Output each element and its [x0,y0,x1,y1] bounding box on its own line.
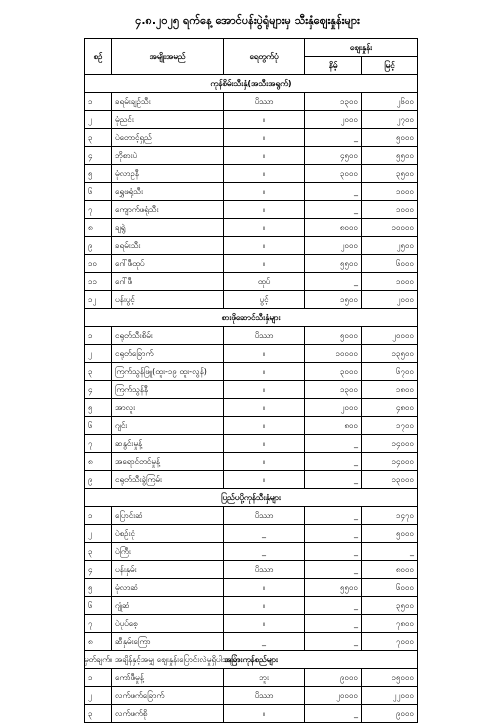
row-unit: ။ [224,129,305,147]
table-row [85,543,418,561]
row-low-price: _ [305,201,362,219]
row-no: ၂ [85,111,112,129]
table-row [85,183,418,201]
row-name: ငရုတ်သီးစိမ်း [112,327,224,345]
row-low-price: _ [305,183,362,201]
row-no: ၃ [85,363,112,381]
row-no: ၁၀ [85,255,112,273]
table-row [85,273,418,291]
section-header-row [85,75,418,93]
row-low-price: ၂၀၀၀ [305,399,362,417]
row-unit: ။ [224,417,305,435]
row-no: ၁၁ [85,273,112,291]
row-unit: ။ [224,255,305,273]
row-no: ၆ [85,183,112,201]
header-high: မြင့် [362,57,418,75]
row-low-price: _ [305,129,362,147]
row-name: ခရမ်းချဉ်သီး [112,93,224,111]
row-low-price: ၁၃၀၀ [305,381,362,399]
row-high-price: ၄၈၀၀ [362,399,418,417]
row-name: လက်ဖက်စို [112,705,224,723]
row-name: ငရုတ်သီးခွဲကြမ်း [112,471,224,489]
row-high-price: ၁၅၀၀၀ [362,669,418,687]
row-no: ၈ [85,219,112,237]
row-unit: _ [224,525,305,543]
row-high-price: ၅၅၀၀ [362,147,418,165]
row-high-price: ၃၅၀၀ [362,165,418,183]
row-high-price: ၃၅၀၀ [362,597,418,615]
row-high-price: ၁၀၀၀ [362,183,418,201]
row-high-price: ၂၀၀၀ [362,291,418,309]
table-row [85,453,418,471]
row-unit: ။ [224,219,305,237]
section-header-row [85,489,418,507]
row-no: ၂ [85,525,112,543]
row-high-price: ၂၀၀၀၀ [362,327,418,345]
table-row [85,525,418,543]
row-unit: ။ [224,399,305,417]
row-name: ရွှေဖရုံသီး [112,183,224,201]
table-row [85,165,418,183]
row-high-price: ၂၂၀၀၀ [362,687,418,705]
table-row [85,399,418,417]
table-row [85,111,418,129]
row-unit: ပိဿာ [224,93,305,111]
row-unit: ပွင့် [224,291,305,309]
table-row [85,93,418,111]
row-name: ခရမ်းသီး [112,237,224,255]
row-no: ၅ [85,399,112,417]
table-row [85,327,418,345]
row-name: ဆီနှမ်းကြော [112,633,224,651]
row-high-price: ၁၃၅၀၀ [362,345,418,363]
table-row [85,201,418,219]
row-high-price: ၁၀၀၀၀ [362,219,418,237]
row-low-price: ၁၀၀၀၀ [305,345,362,363]
section-title: အခြားကုန်စည်များ [85,651,418,669]
row-no: ၁ [85,507,112,525]
row-unit: ။ [224,453,305,471]
row-low-price: ၈၀၀ [305,417,362,435]
row-low-price: ၁၅၀၀ [305,291,362,309]
row-high-price: ၁၇၀၀ [362,417,418,435]
row-no: ၅ [85,165,112,183]
row-unit: ။ [224,345,305,363]
row-name: ကြက်သွန်ဖြူ(ထူး-၁၉ ထူး-လွန်) [112,363,224,381]
table-body [85,75,418,723]
table-row [85,687,418,705]
row-no: ၆ [85,597,112,615]
row-low-price: ၅၅၀၀ [305,579,362,597]
row-low-price: _ [305,543,362,561]
row-unit: ဘူး [224,669,305,687]
table-row [85,561,418,579]
header-low: နိမ့် [305,57,362,75]
row-high-price: ၆၀၀၀ [362,579,418,597]
row-no: ၄ [85,561,112,579]
row-no: ၉ [85,237,112,255]
row-no: ၇ [85,615,112,633]
row-unit: ပိဿာ [224,507,305,525]
row-no: ၄ [85,381,112,399]
row-name: မုံညင်း [112,111,224,129]
table-row [85,579,418,597]
row-low-price: _ [305,507,362,525]
row-low-price: _ [305,615,362,633]
row-low-price: ၉၀၀၀ [305,669,362,687]
row-name: ပန်းနှမ်း [112,561,224,579]
row-high-price: ၈၀၀၀ [362,561,418,579]
row-high-price: ၆၇၀၀ [362,363,418,381]
row-unit: ။ [224,183,305,201]
row-unit: _ [224,633,305,651]
row-name: ကြက်သွန်နီ [112,381,224,399]
row-high-price: ၁၄၀၀၀ [362,435,418,453]
row-low-price: _ [305,453,362,471]
row-name: ဆနွင်းမှုန့် [112,435,224,453]
row-high-price: ၂၇၀၀ [362,111,418,129]
row-no: ၁ [85,93,112,111]
row-name: ပဲတောင့်ရှည် [112,129,224,147]
table-row [85,417,418,435]
row-high-price: ၇၈၀၀ [362,615,418,633]
row-unit: ။ [224,165,305,183]
table-row [85,669,418,687]
row-unit: ။ [224,579,305,597]
row-no: ၇ [85,201,112,219]
row-unit: ။ [224,237,305,255]
row-low-price: ၂၀၀၀ [305,111,362,129]
row-name: အရောင်တင်မှုန့် [112,453,224,471]
row-unit: ။ [224,363,305,381]
row-low-price: ၁၃၀၀ [305,93,362,111]
row-unit: ။ [224,471,305,489]
section-header-row [85,309,418,327]
row-name: ချရွဲ [112,219,224,237]
row-no: ၈ [85,453,112,471]
row-no: ၃ [85,705,112,723]
row-high-price: _ [362,543,418,561]
row-unit: ။ [224,435,305,453]
row-name: ဂျင်း [112,417,224,435]
row-unit: ။ [224,147,305,165]
row-no: ၃ [85,543,112,561]
row-name: ပန်းပွင့် [112,291,224,309]
row-high-price: ၁၈၀၀ [362,381,418,399]
section-title: ကုန်စိမ်းသီးနှံ(အသီးအရွက်) [85,75,418,93]
row-unit: ။ [224,615,305,633]
row-no: ၅ [85,579,112,597]
row-name: ပြောင်းဆံ [112,507,224,525]
table-row [85,237,418,255]
row-no: ၇ [85,435,112,453]
row-low-price: _ [305,273,362,291]
row-high-price: ၉၀၀၀ [362,705,418,723]
row-low-price: ၂၀၀၀ [305,237,362,255]
row-no: ၈ [85,633,112,651]
row-name: မုံလာဥနီ [112,165,224,183]
row-high-price: ၅၀၀၀ [362,129,418,147]
row-name: လက်ဖက်ခြောက် [112,687,224,705]
row-low-price: _ [305,597,362,615]
row-high-price: ၁၃၀၀၀ [362,471,418,489]
row-name: ဂျုံဆံ [112,597,224,615]
row-low-price: ၈၀၀၀ [305,219,362,237]
header-no: စဉ် [85,39,112,75]
row-name: ကော်ဖီမှုန့် [112,669,224,687]
row-unit: ပိဿာ [224,561,305,579]
table-row [85,129,418,147]
row-no: ၃ [85,129,112,147]
row-low-price: _ [305,471,362,489]
header-price: ဈေးနှုန်း [305,39,418,57]
price-table [84,38,418,723]
table-row [85,471,418,489]
row-low-price: _ [305,633,362,651]
row-name: ဂေါ်ဖီ [112,273,224,291]
page-title: ၄.၈.၂၀၂၅ ရက်နေ့ အောင်ပန်းပွဲရုံများမှ သီးနှံဈေးနှုန်းများ [135,14,360,27]
row-no: ၉ [85,471,112,489]
row-low-price: ၅၀၀၀ [305,327,362,345]
row-high-price: ၂၆၀၀ [362,93,418,111]
row-high-price: ၁၄၀၀၀ [362,453,418,471]
table-row [85,363,418,381]
row-name: မုံလာဆံ [112,579,224,597]
table-row [85,147,418,165]
row-unit: ။ [224,111,305,129]
table-row [85,345,418,363]
row-no: ၁၂ [85,291,112,309]
row-no: ၆ [85,417,112,435]
row-low-price: _ [305,705,362,723]
row-no: ၄ [85,147,112,165]
section-title: စားဖိုဆောင်သီးနှံများ [85,309,418,327]
row-no: ၁ [85,327,112,345]
header-row [85,39,418,57]
row-low-price: ၃၀၀၀ [305,363,362,381]
header-name: အမျိုးအမည် [112,39,224,75]
row-unit: ။ [224,597,305,615]
row-name: ပဲပုပ်စေ့ [112,615,224,633]
row-no: ၁ [85,669,112,687]
row-unit: ။ [224,201,305,219]
row-high-price: ၇၀၀၀ [362,633,418,651]
row-low-price: _ [305,561,362,579]
footnote: မှတ်ချက်။ အချိန်နှင့်အမျှ ဈေးနှုန်းပြောင်းလဲမှုရှိပါသည်။ [84,655,240,664]
row-unit: _ [224,543,305,561]
row-high-price: ၁၄၇၀ [362,507,418,525]
row-high-price: ၁၀၀၀ [362,201,418,219]
row-name: ငရုတ်ခြောက် [112,345,224,363]
row-low-price: _ [305,435,362,453]
row-low-price: ၃၀၀၀ [305,165,362,183]
row-unit: ပိဿာ [224,327,305,345]
table-row [85,507,418,525]
table-row [85,633,418,651]
table-row [85,615,418,633]
row-low-price: ၂၀၀၀၀ [305,687,362,705]
row-no: ၂ [85,345,112,363]
row-high-price: ၅၀၀၀ [362,525,418,543]
row-high-price: ၂၅၀၀ [362,237,418,255]
table-row [85,597,418,615]
table-row [85,291,418,309]
header-unit: ရေတွက်ပုံ [224,39,305,75]
row-name: ဂေါ်ဖီထုပ် [112,255,224,273]
row-low-price: _ [305,525,362,543]
row-unit: ။ [224,381,305,399]
row-unit: ပိဿာ [224,687,305,705]
row-low-price: ၅၅၀၀ [305,255,362,273]
row-unit: ထုပ် [224,273,305,291]
table-row [85,381,418,399]
row-high-price: ၆၀၀၀ [362,255,418,273]
row-high-price: ၁၀၀၀ [362,273,418,291]
section-title: ပြည်ပပို့ကုန်သီးနှံများ [85,489,418,507]
table-row [85,219,418,237]
table-row [85,705,418,723]
row-low-price: ၄၅၀၀ [305,147,362,165]
row-name: ကျောက်ဖရုံသီး [112,201,224,219]
row-name: ဘိုစားပဲ [112,147,224,165]
row-name: ပဲကြီး [112,543,224,561]
row-no: ၂ [85,687,112,705]
row-name: ပဲစဉ်းငုံ [112,525,224,543]
row-name: အာလူး [112,399,224,417]
row-unit: ။ [224,705,305,723]
table-row [85,255,418,273]
table-row [85,435,418,453]
